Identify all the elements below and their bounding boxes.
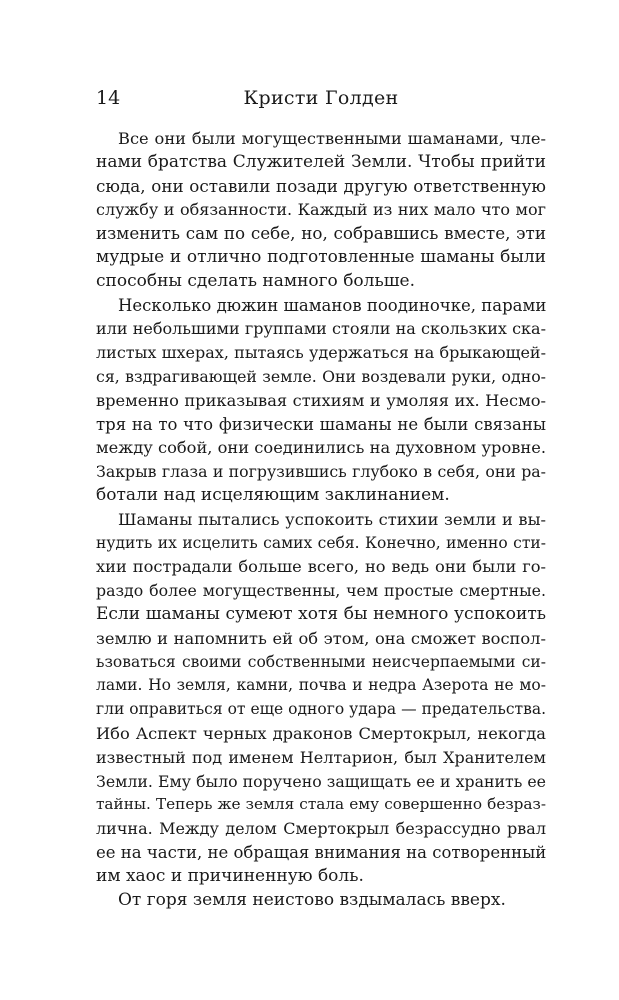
text-line: Несколько дюжин шаманов поодиночке, парами	[118, 295, 547, 315]
text-line: гли оправиться от еще одного удара — предательства.	[96, 700, 546, 719]
text-line: мудрые и отлично подготовленные шаманы были	[96, 246, 546, 267]
page-header	[96, 84, 546, 112]
running-title: Кристи Голден	[243, 87, 399, 109]
text-line: тря на то что физически шаманы не были связаны	[96, 414, 546, 434]
text-line: службу и обязанности. Каждый из них мало что мог	[96, 200, 546, 220]
text-line: способны сделать намного больше.	[96, 270, 415, 291]
text-line: Земли. Ему было поручено защищать ее и хранить ее	[96, 771, 546, 791]
text-line: Ибо Аспект черных драконов Смертокрыл, некогда	[96, 723, 546, 743]
text-line: Все они были могущественными шаманами, чле-	[118, 129, 546, 148]
page-number: 14	[96, 87, 121, 109]
text-line: Если шаманы сумеют хотя бы немного успокоить	[96, 603, 546, 624]
text-line: ботали над исцеляющим заклинанием.	[96, 484, 450, 505]
text-line: хии пострадали больше всего, но ведь они были го-	[96, 557, 546, 577]
text-line: листых шхерах, пытаясь удержаться на брыкающей-	[96, 343, 546, 363]
text-line: между собой, они соединились на духовном уровне.	[96, 438, 546, 458]
text-line: изменить сам по себе, но, собравшись вместе, эти	[96, 223, 546, 244]
text-line: им хаос и причиненную боль.	[96, 865, 364, 886]
text-line: Шаманы пытались успокоить стихии земли и вы-	[118, 509, 546, 529]
body-text	[96, 127, 546, 912]
text-line: лами. Но земля, камни, почва и недра Азерота не мо-	[96, 676, 546, 695]
text-line: ьзоваться своими собственными неисчерпаемыми си-	[96, 652, 546, 671]
text-line: раздо более могущественны, чем простые смертные.	[96, 581, 546, 601]
text-line: От горя земля неистово вздымалась вверх.	[118, 889, 506, 910]
text-line: нудить их исцелить самих себя. Конечно, именно сти-	[96, 533, 546, 552]
text-line: временно приказывая стихиям и умоляя их. Несмо-	[96, 390, 546, 410]
text-line: лична. Между делом Смертокрыл безрассудно рвал	[96, 819, 546, 839]
text-line: известный под именем Нелтарион, был Хранителем	[96, 747, 546, 767]
text-line: тайны. Теперь же земля стала ему совершенно безраз-	[96, 795, 546, 814]
text-line: сюда, они оставили позади другую ответственную	[96, 175, 546, 196]
text-line: землю и напомнить ей об этом, она сможет воспол-	[96, 628, 546, 648]
text-line: нами братства Служителей Земли. Чтобы прийти	[96, 151, 546, 172]
text-line: ее на части, не обращая внимания на сотворенный	[96, 842, 547, 862]
text-line: или небольшими группами стояли на скользких ска-	[96, 319, 546, 339]
text-line: ся, вздрагивающей земле. Они воздевали руки, одно-	[96, 366, 546, 386]
text-line: Закрыв глаза и погрузившись глубоко в себя, они ра-	[96, 462, 546, 482]
